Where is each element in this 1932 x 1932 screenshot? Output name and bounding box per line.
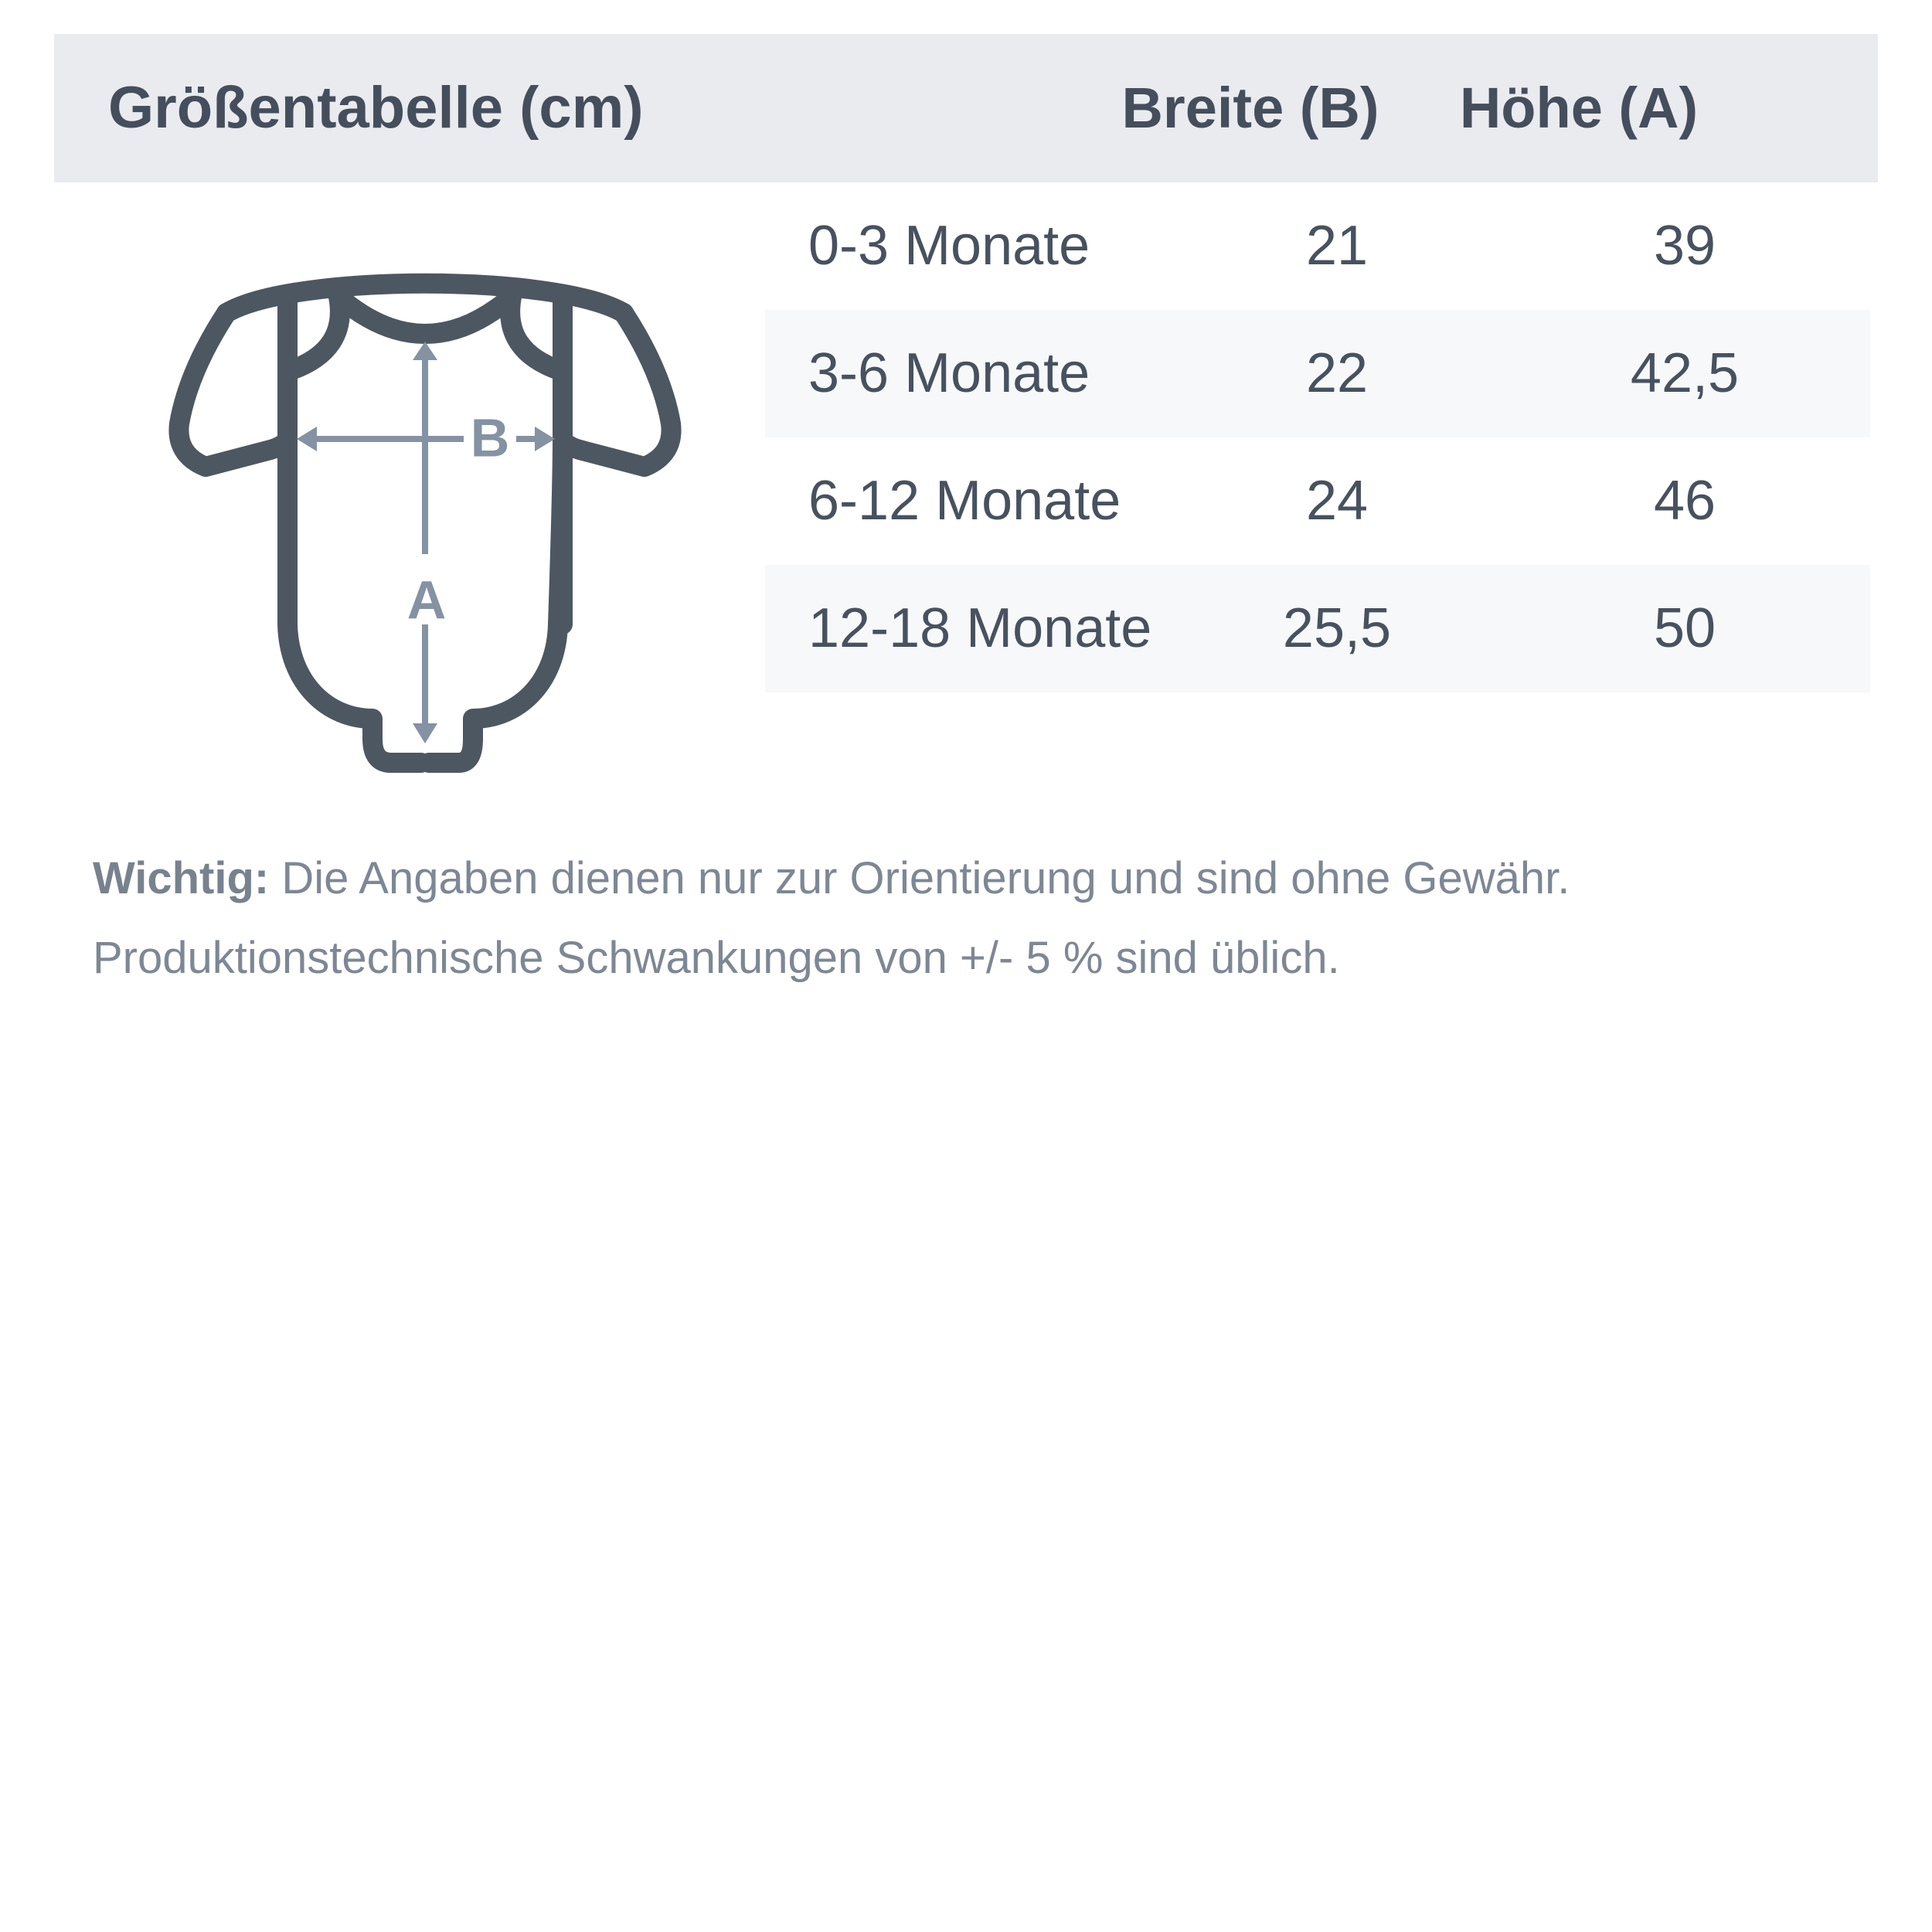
table-row [765, 182, 1870, 310]
size-label: 3-6 Monate [808, 342, 1090, 404]
height-arrow [407, 342, 447, 743]
column-header-breite: Breite (B) [1121, 76, 1379, 140]
table-row [765, 565, 1870, 692]
table-row [765, 310, 1870, 437]
disclaimer-label: Wichtig: [93, 853, 270, 903]
hoehe-value: 46 [1653, 470, 1716, 532]
disclaimer-line2: Produktionstechnische Schwankungen von +/- 5 % sind üblich. [93, 933, 1340, 983]
size-label: 0-3 Monate [808, 215, 1090, 277]
hoehe-value: 50 [1653, 597, 1716, 659]
hoehe-value: 39 [1653, 215, 1716, 277]
size-table [765, 182, 1870, 692]
column-header-hoehe: Höhe (A) [1459, 76, 1699, 140]
hoehe-value: 42,5 [1630, 342, 1740, 404]
width-arrow-right-head [535, 427, 555, 451]
table-row [765, 437, 1870, 565]
disclaimer-line1: Die Angaben dienen nur zur Orientierung und sind ohne Gewähr. [281, 853, 1570, 903]
size-label: 12-18 Monate [808, 597, 1152, 659]
height-arrow-label: A [406, 570, 447, 631]
bodysuit-left-sleeve [179, 313, 287, 467]
width-arrow-label: B [470, 407, 510, 468]
bodysuit-collar [338, 297, 512, 334]
breite-value: 25,5 [1282, 597, 1392, 659]
disclaimer-note [93, 838, 1855, 998]
page-title: Größentabelle (cm) [108, 75, 644, 141]
bodysuit-diagram [155, 255, 696, 796]
bodysuit-right-sleeve [563, 313, 672, 467]
breite-value: 21 [1305, 215, 1369, 277]
height-arrow-down-head [413, 723, 437, 743]
breite-value: 22 [1305, 342, 1369, 404]
table-header [54, 34, 1878, 182]
size-label: 6-12 Monate [808, 470, 1121, 532]
breite-value: 24 [1305, 470, 1369, 532]
